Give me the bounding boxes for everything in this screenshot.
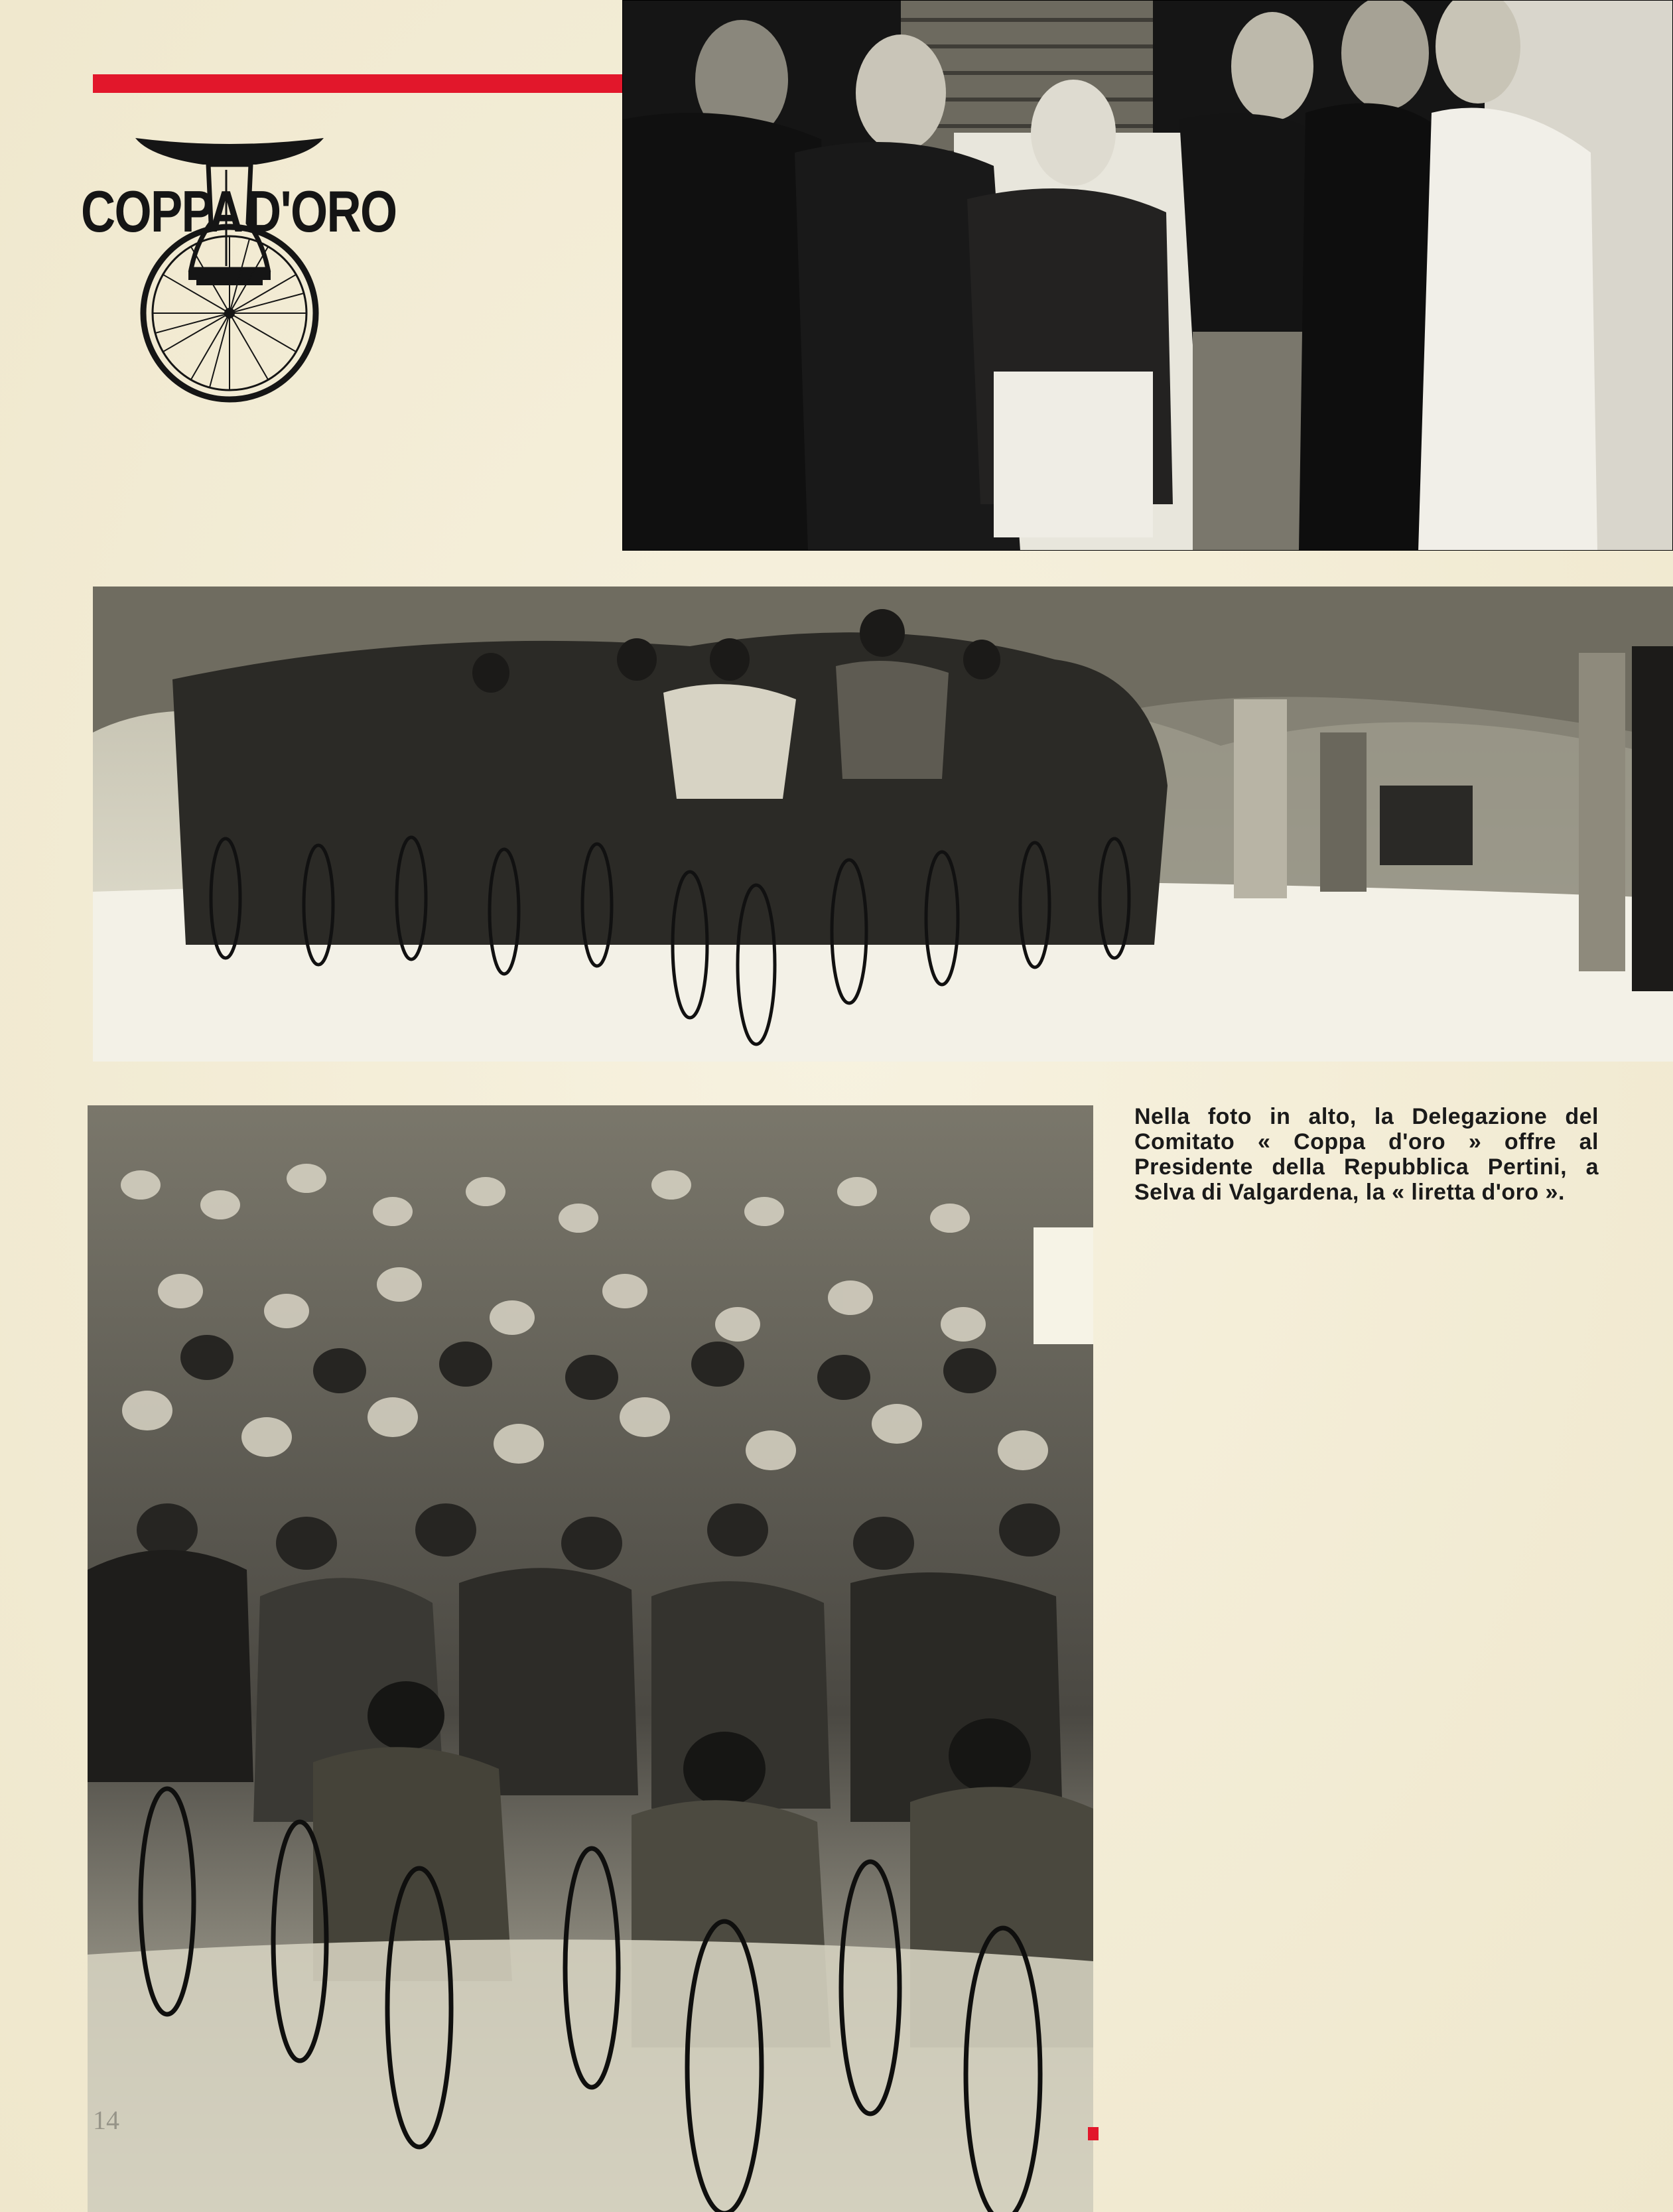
photo-cyclists-peloton xyxy=(93,587,1673,1062)
red-corner-mark xyxy=(1088,2127,1099,2140)
coppa-doro-logo xyxy=(81,130,397,422)
white-margin-patch xyxy=(1034,1227,1093,1344)
logo-word-doro: D'ORO xyxy=(247,178,397,244)
photo-delegation-president xyxy=(622,0,1673,551)
photo-caption: Nella foto in alto, la Delegazione del Comitato « Coppa d'oro » offre al Presidente della Repubblica Pertini, a Selva di Valgardena, la « liretta d'oro ». xyxy=(1134,1104,1599,1205)
bicycle-wheel-cup-icon xyxy=(90,130,369,422)
logo-word-coppa: COPPA xyxy=(81,178,243,244)
photo-cyclists-pack xyxy=(88,1105,1093,2212)
red-accent-bar xyxy=(93,74,624,93)
page-number: 14 xyxy=(93,2105,119,2135)
